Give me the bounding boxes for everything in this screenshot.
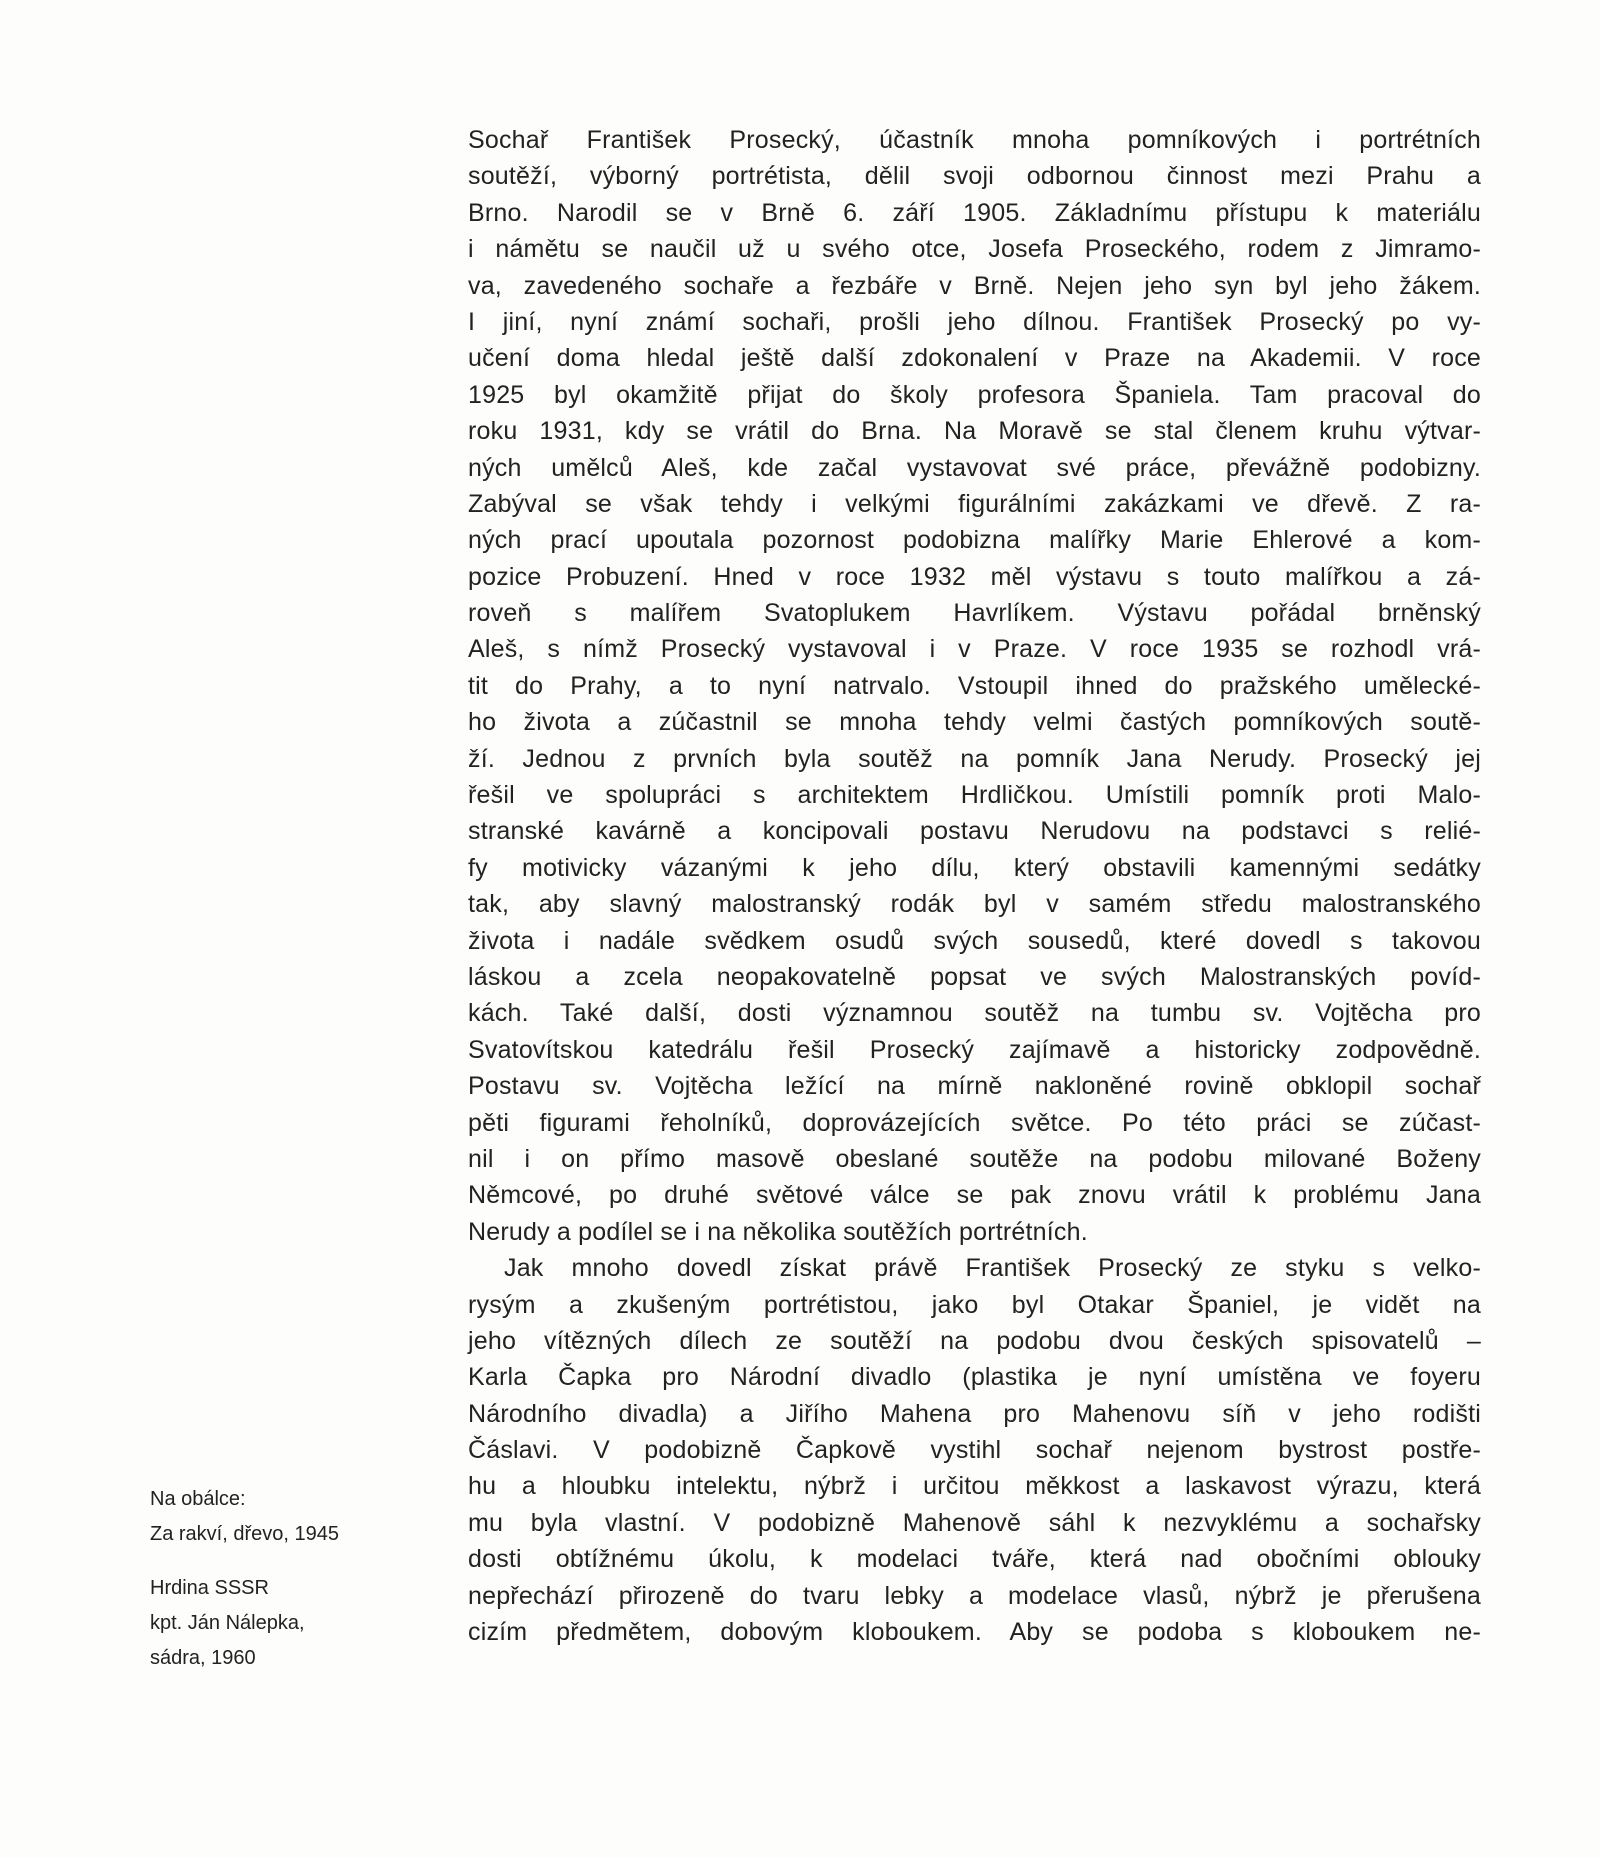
- text-line: roku 1931, kdy se vrátil do Brna. Na Moravě se stal členem kruhu výtvar-: [468, 417, 1481, 446]
- text-line: fy motivicky vázanými k jeho dílu, který obstavili kamennými sedátky: [468, 853, 1481, 882]
- text-line: Karla Čapka pro Národní divadlo (plastika je nyní umístěna ve foyeru: [468, 1363, 1481, 1392]
- text-line: rysým a zkušeným portrétistou, jako byl Otakar Španiel, je vidět na: [468, 1290, 1481, 1319]
- text-line: nil i on přímo masově obeslané soutěže na podobu milované Boženy: [468, 1144, 1481, 1173]
- text-line: dosti obtížnému úkolu, k modelaci tváře, která nad obočními oblouky: [468, 1545, 1481, 1574]
- text-line: hu a hloubku intelektu, nýbrž i určitou měkkost a laskavost výrazu, která: [468, 1472, 1481, 1501]
- article-body: [468, 122, 1481, 1650]
- text-line: Postavu sv. Vojtěcha ležící na mírně nakloněné rovině obklopil sochař: [468, 1072, 1481, 1101]
- text-line: cizím předmětem, dobovým kloboukem. Aby se podoba s kloboukem ne-: [468, 1618, 1481, 1647]
- text-line: nepřechází přirozeně do tvaru lebky a modelace vlasů, nýbrž je přerušena: [468, 1581, 1481, 1610]
- text-line: Čáslavi. V podobizně Čapkově vystihl sochař nejenom bystrost postře-: [468, 1436, 1481, 1465]
- text-line: učení doma hledal ještě další zdokonalení v Praze na Akademii. V roce: [468, 344, 1481, 373]
- text-line: ných prací upoutala pozornost podobizna malířky Marie Ehlerové a kom-: [468, 526, 1481, 555]
- text-line: Svatovítskou katedrálu řešil Prosecký zajímavě a historicky zodpovědně.: [468, 1035, 1481, 1064]
- text-line: Němcové, po druhé světové válce se pak znovu vrátil k problému Jana: [468, 1181, 1481, 1210]
- text-line: ho života a zúčastnil se mnoha tehdy velmi častých pomníkových soutě-: [468, 708, 1481, 737]
- text-line: Aleš, s nímž Prosecký vystavoval i v Praze. V roce 1935 se rozhodl vrá-: [468, 635, 1481, 664]
- text-line: ží. Jednou z prvních byla soutěž na pomník Jana Nerudy. Prosecký jej: [468, 744, 1481, 773]
- text-line: jeho vítězných dílech ze soutěží na podobu dvou českých spisovatelů –: [468, 1326, 1481, 1355]
- text-line: Národního divadla) a Jiřího Mahena pro Mahenovu síň v jeho rodišti: [468, 1399, 1481, 1428]
- text-line: 1925 byl okamžitě přijat do školy profesora Španiela. Tam pracoval do: [468, 380, 1481, 409]
- caption-name: kpt. Ján Nálepka,: [150, 1612, 305, 1634]
- text-line: láskou a zcela neopakovatelně popsat ve svých Malostranských povíd-: [468, 962, 1481, 991]
- text-line: tit do Prahy, a to nyní natrvalo. Vstoupil ihned do pražského umělecké-: [468, 671, 1481, 700]
- text-line: mu byla vlastní. V podobizně Mahenově sáhl k nezvyklému a sochařsky: [468, 1508, 1481, 1537]
- text-line: Zabýval se však tehdy i velkými figurálními zakázkami ve dřevě. Z ra-: [468, 489, 1481, 518]
- text-line: ných umělců Aleš, kde začal vystavovat své práce, převážně podobizny.: [468, 453, 1481, 482]
- paragraph: [468, 1250, 1481, 1650]
- text-line: Sochař František Prosecký, účastník mnoha pomníkových i portrétních: [468, 126, 1481, 154]
- text-line: pozice Probuzení. Hned v roce 1932 měl výstavu s touto malířkou a zá-: [468, 562, 1481, 591]
- caption-material: sádra, 1960: [150, 1647, 256, 1669]
- text-line: soutěží, výborný portrétista, dělil svoji odbornou činnost mezi Prahu a: [468, 162, 1481, 191]
- text-line: Brno. Narodil se v Brně 6. září 1905. Základnímu přístupu k materiálu: [468, 198, 1481, 227]
- caption-title: Hrdina SSSR: [150, 1577, 269, 1599]
- text-line: I jiní, nyní známí sochaři, prošli jeho dílnou. František Prosecký po vy-: [468, 307, 1481, 336]
- text-line: tak, aby slavný malostranský rodák byl v samém středu malostranského: [468, 890, 1481, 919]
- cover-caption-label: Na obálce:: [150, 1488, 246, 1510]
- text-line: Jak mnoho dovedl získat právě František Prosecký ze styku s velko-: [504, 1254, 1481, 1283]
- cover-caption-work: Za rakví, dřevo, 1945: [150, 1523, 339, 1545]
- text-line: života i nadále svědkem osudů svých sousedů, které dovedl s takovou: [468, 926, 1481, 955]
- text-line: pěti figurami řeholníků, doprovázejících světce. Po této práci se zúčast-: [468, 1108, 1481, 1137]
- text-line: stranské kavárně a koncipovali postavu Nerudovu na podstavci s relié-: [468, 817, 1481, 846]
- text-line: Nerudy a podílel se i na několika soutěžích portrétních.: [468, 1217, 1088, 1246]
- text-line: va, zavedeného sochaře a řezbáře v Brně. Nejen jeho syn byl jeho žákem.: [468, 271, 1481, 300]
- text-line: roveň s malířem Svatoplukem Havrlíkem. Výstavu pořádal brněnský: [468, 599, 1481, 628]
- image-captions: [150, 1482, 339, 1676]
- text-line: i námětu se naučil už u svého otce, Josefa Proseckého, rodem z Jimramo-: [468, 235, 1481, 264]
- text-line: řešil ve spolupráci s architektem Hrdličkou. Umístili pomník proti Malo-: [468, 781, 1481, 810]
- text-line: kách. Také další, dosti významnou soutěž na tumbu sv. Vojtěcha pro: [468, 999, 1481, 1028]
- paragraph: [468, 122, 1481, 1250]
